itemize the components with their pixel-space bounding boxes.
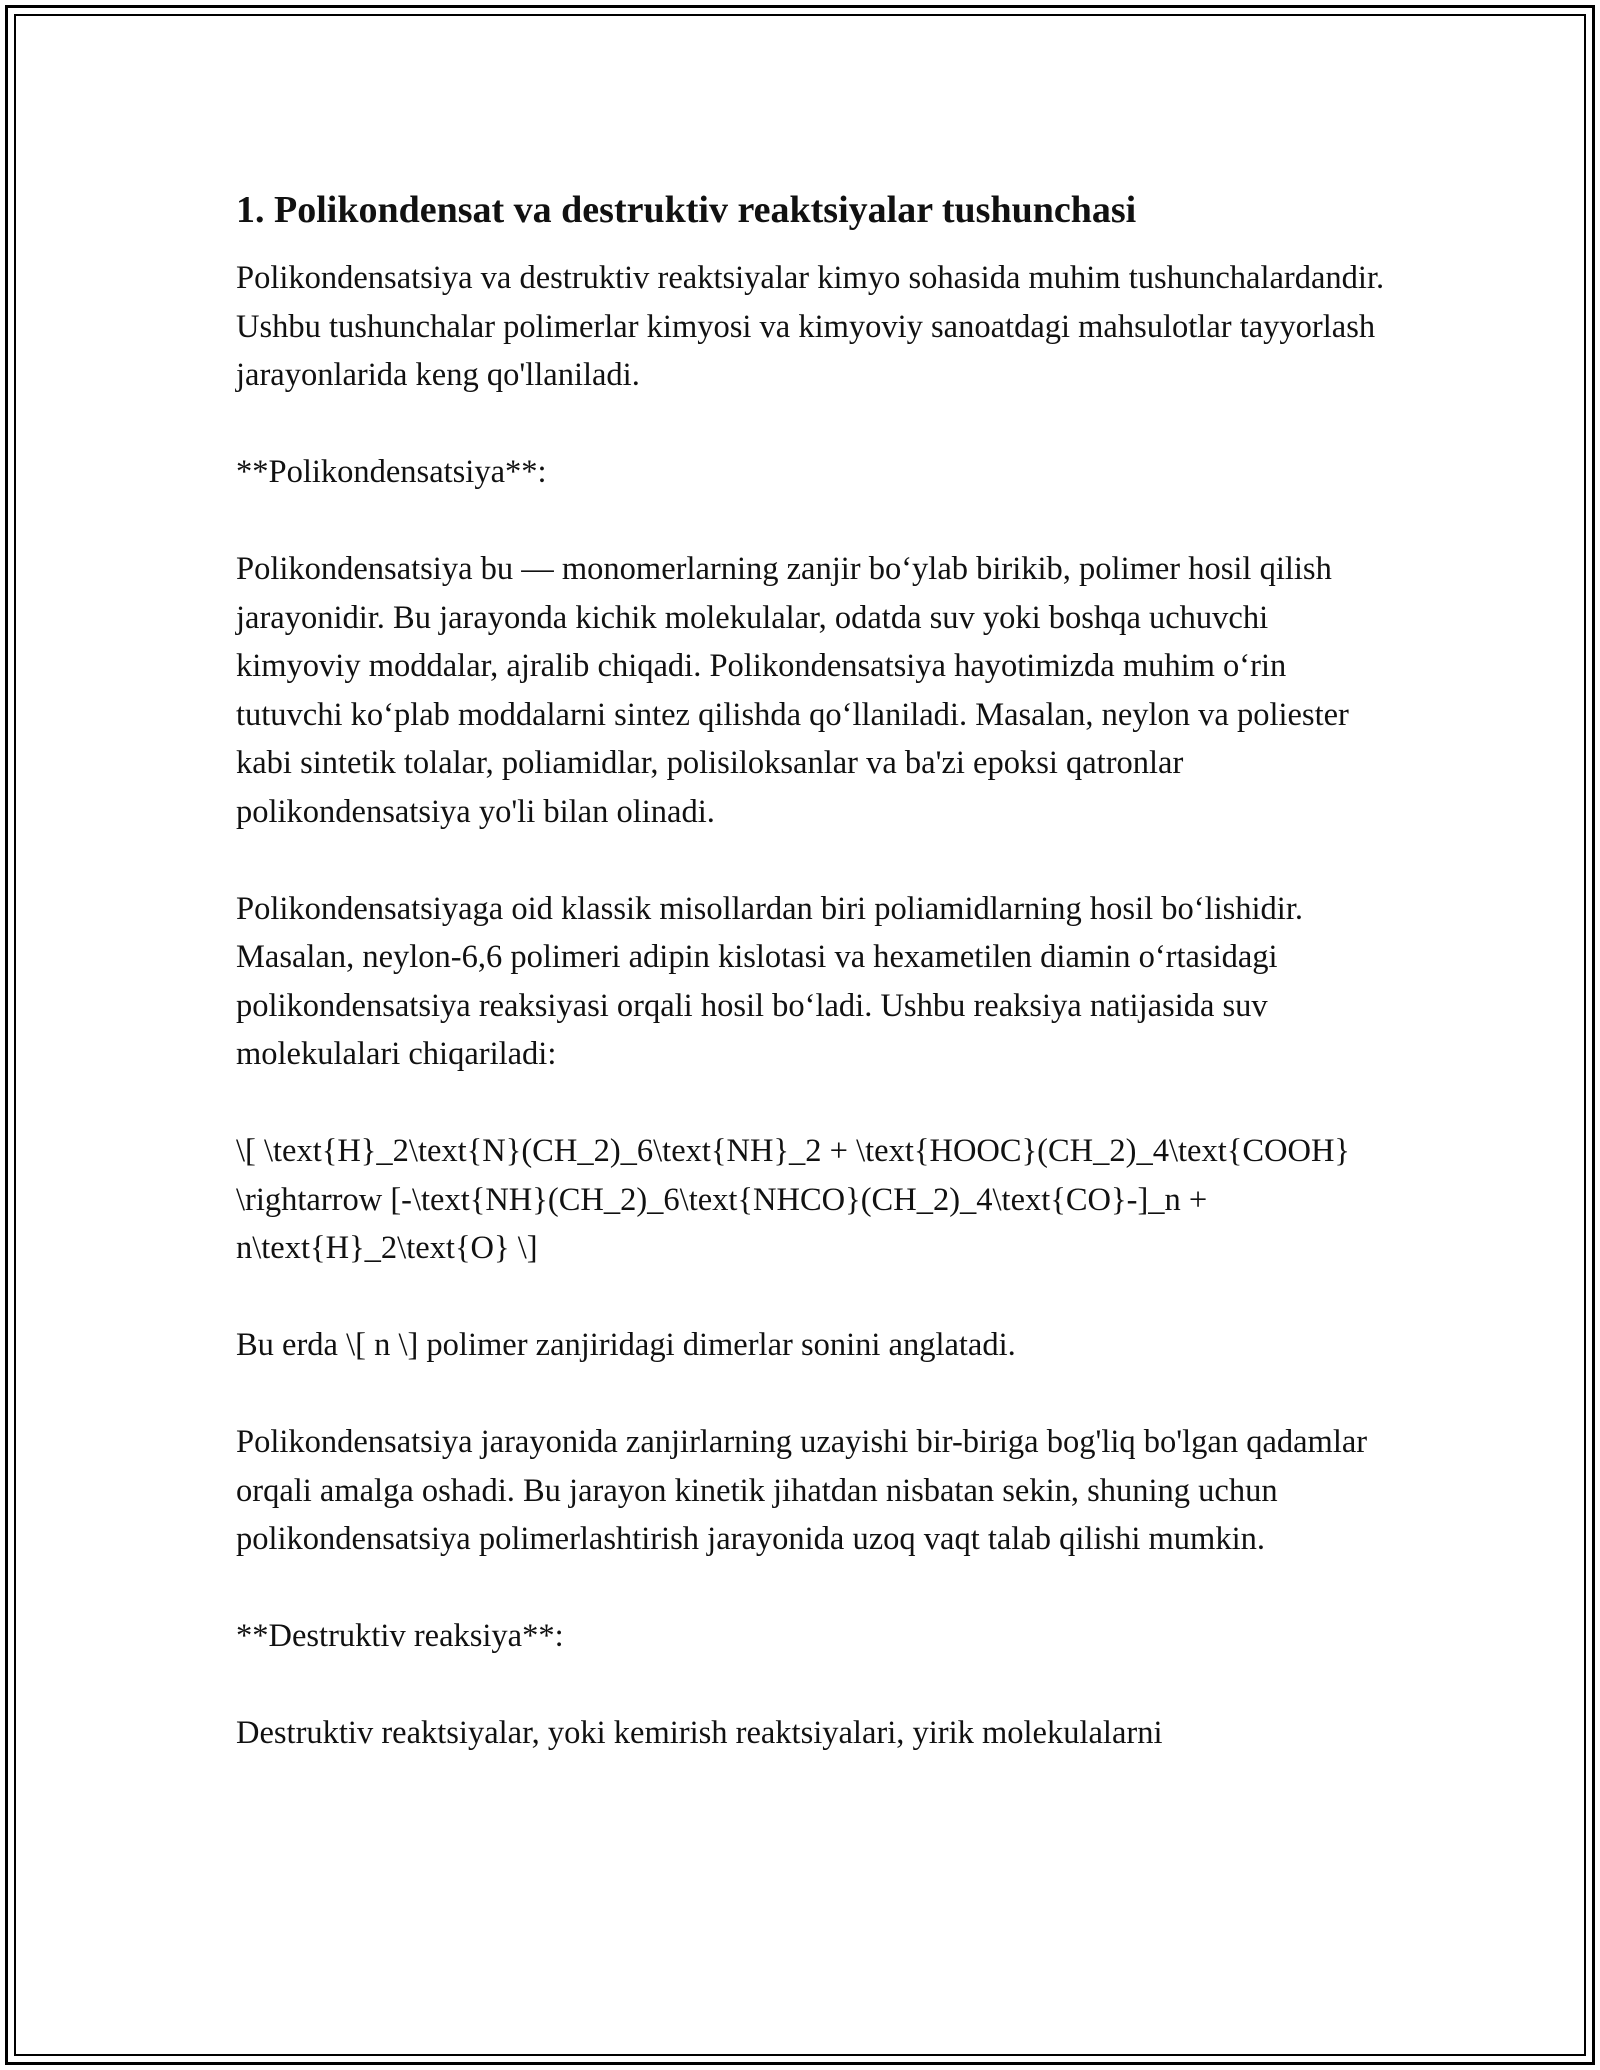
chain-growth-paragraph: Polikondensatsiya jarayonida zanjirlarning uzayishi bir-biriga bog'liq bo'lgan qadamlar orqali amalga oshadi. Bu jarayon kinetik jihatdan nisbatan sekin, shuning uchun polikondensatsiya polimerlashtirish jarayonida uzoq vaqt talab qilishi mumkin. <box>236 1424 1368 1557</box>
intro-paragraph: Polikondensatsiya va destruktiv reaktsiyalar kimyo sohasida muhim tushunchalardandir. Ushbu tushunchalar polimerlar kimyosi va kimyoviy sanoatdagi mahsulotlar tayyorlash jarayonlarida keng qo'llaniladi. <box>236 260 1385 393</box>
section-heading: 1. Polikondensat va destruktiv reaktsiyalar tushunchasi <box>236 189 1137 231</box>
document-body <box>236 186 1386 1758</box>
polikondensatsiya-definition-paragraph: Polikondensatsiya bu — monomerlarning zanjir bo‘ylab birikib, polimer hosil qilish jarayonidir. Bu jarayonda kichik molekulalar, odatda suv yoki boshqa uchuvchi kimyoviy moddalar, ajralib chiqadi. Polikondensatsiya hayotimizda muhim o‘rin tutuvchi ko‘plab moddalarni sintez qilishda qo‘llaniladi. Masalan, neylon va poliester kabi sintetik tolalar, poliamidlar, polisiloksanlar va ba'zi epoksi qatronlar polikondensatsiya yo'li bilan olinadi. <box>236 551 1349 830</box>
destruktiv-subheading: **Destruktiv reaksiya**: <box>236 1618 564 1654</box>
polikondensatsiya-subheading: **Polikondensatsiya**: <box>236 454 547 490</box>
neylon-example-paragraph: Polikondensatsiyaga oid klassik misollardan biri poliamidlarning hosil bo‘lishidir. Masalan, neylon-6,6 polimeri adipin kislotasi va hexametilen diamin o‘rtasidagi polikondensatsiya reaksiyasi orqali hosil bo‘ladi. Ushbu reaksiya natijasida suv molekulalari chiqariladi: <box>236 890 1303 1072</box>
equation-note-paragraph: Bu erda \[ n \] polimer zanjiridagi dimerlar sonini anglatadi. <box>236 1327 1016 1363</box>
reaction-equation: \[ \text{H}_2\text{N}(CH_2)_6\text{NH}_2 + \text{HOOC}(CH_2)_4\text{COOH} \rightarrow [-\text{NH}(CH_2)_6\text{NHCO}(CH_2)_4\text{CO}-]_n + n\text{H}_2\text{O} \] <box>236 1133 1351 1266</box>
destruktiv-paragraph: Destruktiv reaktsiyalar, yoki kemirish reaktsiyalari, yirik molekulalarni <box>236 1715 1163 1751</box>
